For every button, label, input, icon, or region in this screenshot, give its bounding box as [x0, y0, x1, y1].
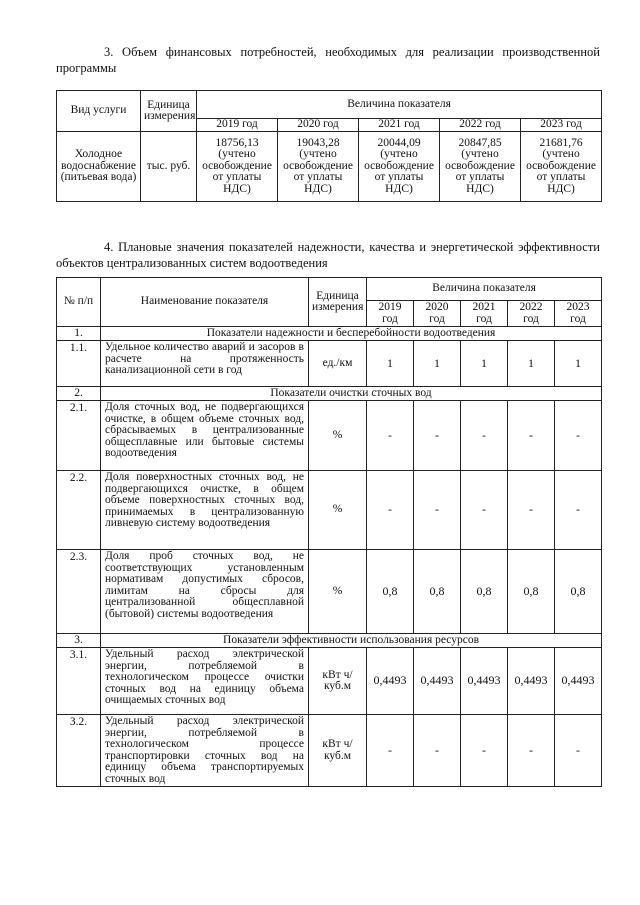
- value-cell: -: [367, 401, 414, 471]
- year-header: 2023 год: [555, 301, 602, 327]
- indicator-name: Доля поверхностных сточных вод, не подвергающихся очистке, в общем объеме поверхностных сточных вод, принимаемых в централизованную ливневую систему водоотведения: [101, 471, 309, 550]
- row-number: 1.1.: [57, 341, 101, 387]
- value-cell: -: [414, 715, 461, 787]
- col-header-value: Величина показателя: [367, 278, 602, 301]
- value-cell: -: [461, 471, 508, 550]
- financial-needs-table: [56, 90, 602, 202]
- value-cell: 0,4493: [508, 648, 555, 715]
- row-number: 2.2.: [57, 471, 101, 550]
- section4-heading: [56, 239, 600, 271]
- year-header: 2021 год: [461, 301, 508, 327]
- value-cell: -: [414, 401, 461, 471]
- unit-cell: ед./км: [309, 341, 367, 387]
- year-header: 2021 год: [359, 119, 440, 132]
- value-cell: -: [508, 471, 555, 550]
- row-number: 2.: [57, 387, 101, 401]
- value-cell: -: [367, 715, 414, 787]
- section-row-title: Показатели надежности и бесперебойности водоотведения: [101, 327, 602, 341]
- year-header: 2019 год: [367, 301, 414, 327]
- value-cell: 21681,76 (учтено освобождение от уплаты НДС): [521, 132, 602, 202]
- service-cell: Холодное водоснабжение (питьевая вода): [57, 132, 141, 202]
- row-number: 2.3.: [57, 550, 101, 634]
- col-header-name: Наименование показателя: [101, 278, 309, 327]
- unit-cell: кВт ч/куб.м: [309, 715, 367, 787]
- section3-heading: [56, 44, 600, 76]
- row-number: 3.1.: [57, 648, 101, 715]
- unit-cell: кВт ч/куб.м: [309, 648, 367, 715]
- value-cell: 1: [367, 341, 414, 387]
- value-cell: -: [555, 401, 602, 471]
- value-cell: -: [555, 471, 602, 550]
- indicator-name: Удельный расход электрической энергии, потребляемой в технологическом процессе транспортировки сточных вод на единицу объема транспортируемых сточных вод: [101, 715, 309, 787]
- value-cell: 1: [461, 341, 508, 387]
- section4-heading-text: 4. Плановые значения показателей надежности, качества и энергетической эффективности объектов централизованных систем водоотведения: [56, 240, 600, 270]
- col-header-service: Вид услуги: [57, 91, 141, 132]
- row-number: 2.1.: [57, 401, 101, 471]
- col-header-unit: Единица измерения: [309, 278, 367, 327]
- col-header-value: Величина показателя: [197, 91, 602, 119]
- year-header: 2023 год: [521, 119, 602, 132]
- unit-cell: %: [309, 401, 367, 471]
- section3-heading-line2: программы: [56, 61, 117, 75]
- value-cell: 20044,09 (учтено освобождение от уплаты НДС): [359, 132, 440, 202]
- row-number: 3.2.: [57, 715, 101, 787]
- value-cell: 0,4493: [461, 648, 508, 715]
- value-cell: -: [461, 715, 508, 787]
- indicator-name: Удельный расход электрической энергии, потребляемой в технологическом процессе очистки сточных вод на единицу объема очищаемых сточных вод: [101, 648, 309, 715]
- value-cell: 0,4493: [367, 648, 414, 715]
- unit-cell: %: [309, 471, 367, 550]
- unit-cell: тыс. руб.: [141, 132, 197, 202]
- value-cell: 0,4493: [555, 648, 602, 715]
- value-cell: 19043,28 (учтено освобождение от уплаты НДС): [278, 132, 359, 202]
- value-cell: 0,8: [555, 550, 602, 634]
- value-cell: 0,8: [367, 550, 414, 634]
- value-cell: 0,8: [508, 550, 555, 634]
- section-row-title: Показатели очистки сточных вод: [101, 387, 602, 401]
- value-cell: -: [508, 715, 555, 787]
- col-header-unit: Единица измерения: [141, 91, 197, 132]
- value-cell: 1: [508, 341, 555, 387]
- year-header: 2022 год: [440, 119, 521, 132]
- indicator-name: Удельное количество аварий и засоров в расчете на протяженность канализационной сети в год: [101, 341, 309, 387]
- unit-cell: %: [309, 550, 367, 634]
- value-cell: -: [461, 401, 508, 471]
- section3-heading-line1: 3. Объем финансовых потребностей, необходимых для реализации производственной: [104, 45, 600, 59]
- year-header: 2019 год: [197, 119, 278, 132]
- year-header: 2022 год: [508, 301, 555, 327]
- indicator-name: Доля проб сточных вод, не соответствующих установленным нормативам допустимых сбросов, лимитам на сбросы для централизованной общесплавной (бытовой) системы водоотведения: [101, 550, 309, 634]
- value-cell: 1: [555, 341, 602, 387]
- value-cell: -: [555, 715, 602, 787]
- value-cell: 0,8: [414, 550, 461, 634]
- section-row-title: Показатели эффективности использования ресурсов: [101, 634, 602, 648]
- col-header-num: № п/п: [57, 278, 101, 327]
- reliability-indicators-table: [56, 277, 602, 787]
- value-cell: 0,8: [461, 550, 508, 634]
- row-number: 3.: [57, 634, 101, 648]
- year-header: 2020 год: [414, 301, 461, 327]
- value-cell: -: [508, 401, 555, 471]
- value-cell: -: [367, 471, 414, 550]
- value-cell: 1: [414, 341, 461, 387]
- year-header: 2020 год: [278, 119, 359, 132]
- value-cell: 20847,85 (учтено освобождение от уплаты НДС): [440, 132, 521, 202]
- row-number: 1.: [57, 327, 101, 341]
- value-cell: -: [414, 471, 461, 550]
- value-cell: 0,4493: [414, 648, 461, 715]
- value-cell: 18756,13 (учтено освобождение от уплаты НДС): [197, 132, 278, 202]
- indicator-name: Доля сточных вод, не подвергающихся очистке, в общем объеме сточных вод, сбрасываемых в централизованные общесплавные или бытовые системы водоотведения: [101, 401, 309, 471]
